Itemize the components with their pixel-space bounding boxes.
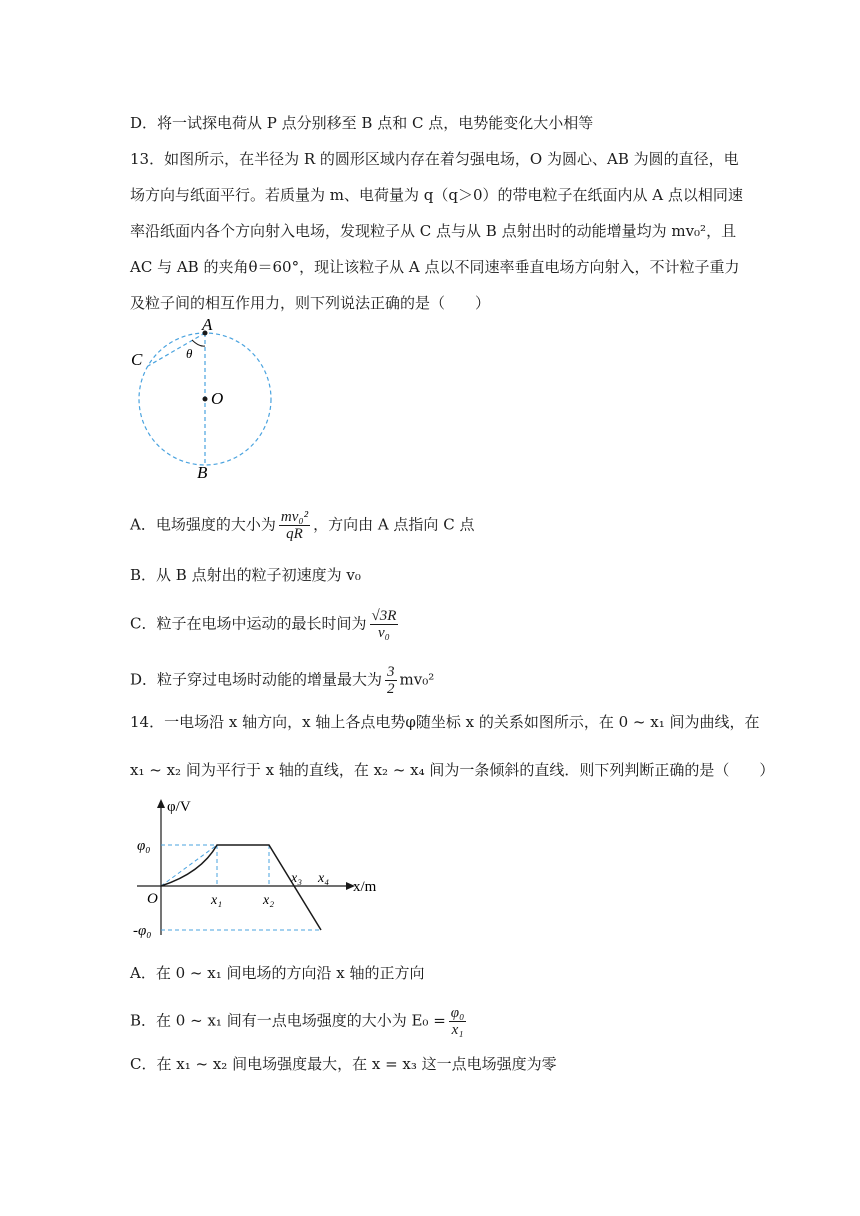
q14-option-c: C．在 x₁ ~ x₂ 间电场强度最大，在 x = x₃ 这一点电场强度为零: [130, 1055, 557, 1073]
chord-ac: [148, 333, 205, 366]
potential-curve: [161, 845, 321, 930]
q13-option-b: B．从 B 点射出的粒子初速度为 v₀: [130, 566, 361, 584]
q13-line-5: 及粒子间的相互作用力，则下列说法正确的是（ ）: [130, 294, 491, 312]
x2-label: x₂: [263, 893, 275, 908]
q14-line-1: 14．一电场沿 x 轴方向，x 轴上各点电势φ随坐标 x 的关系如图所示，在 0 ~ x₁ 间为曲线，在: [130, 713, 760, 731]
option-text: 将一试探电荷从 P 点分别移至 B 点和 C 点，电势能变化大小相等: [157, 114, 594, 132]
phi0-label: φ₀: [137, 838, 151, 854]
fraction: $\frac{\text{mv₀²}}{qR}$: [280, 509, 309, 542]
point-o: [203, 397, 208, 402]
prev-option-d: [130, 112, 593, 133]
label-b: B: [197, 463, 208, 482]
q14-potential-graph: [125, 795, 390, 945]
question-number: 14．: [130, 713, 165, 731]
x4-label: x₄: [318, 871, 330, 886]
q13-line-4: AC 与 AB 的夹角θ＝60°，现让该粒子从 A 点以不同速率垂直电场方向射入，不计粒子重力: [130, 258, 740, 276]
fraction: $\frac{3}{2}$: [387, 664, 395, 697]
y-axis-arrow: [157, 799, 165, 808]
question-number: 13．: [130, 150, 165, 168]
q13-option-d: D．粒子穿过电场时动能的增量最大为 $\frac{3}{2}$ mv₀²: [130, 664, 435, 697]
tangent-guide: [161, 845, 217, 886]
y-axis-label: φ/V: [167, 799, 191, 815]
label-theta: θ: [186, 346, 193, 361]
q13-option-c: C．粒子在电场中运动的最长时间为 $\frac{√3R}{\text{v₀}}$: [130, 608, 397, 641]
q14-line-2: x₁ ~ x₂ 间为平行于 x 轴的直线，在 x₂ ~ x₄ 间为一条倾斜的直线．则下列判断正确的是（ ）: [130, 761, 775, 779]
option-label: D．: [130, 114, 158, 132]
q13-line-3: 率沿纸面内各个方向射入电场，发现粒子从 C 点与从 B 点射出时的动能增量均为 mv₀²，且: [130, 222, 737, 240]
label-o: O: [211, 389, 224, 408]
q13-circle-diagram: [125, 312, 285, 482]
label-c: C: [131, 350, 143, 369]
x1-label: x₁: [211, 893, 223, 908]
x-axis-label: x/m: [353, 879, 377, 895]
q13-line-2: 场方向与纸面平行。若质量为 m、电荷量为 q（q＞0）的带电粒子在纸面内从 A 点以相同速: [130, 186, 743, 204]
neg-phi0-label: -φ₀: [133, 923, 152, 939]
q14-option-b: B．在 0 ~ x₁ 间有一点电场强度的大小为 E₀ = $\frac{\text{φ₀}}{\text{x₁}}$: [130, 1005, 465, 1038]
fraction: $\frac{\text{φ₀}}{\text{x₁}}$: [450, 1005, 465, 1038]
angle-arc: [192, 340, 205, 346]
q13-line-1: 13．如图所示，在半径为 R 的圆形区域内存在着匀强电场，O 为圆心、AB 为圆的直径，电: [130, 150, 739, 168]
label-a: A: [202, 315, 213, 334]
origin-label: O: [147, 891, 158, 907]
fraction: $\frac{√3R}{\text{v₀}}$: [371, 608, 397, 641]
x3-label: x₃: [291, 871, 303, 886]
q13-option-a: A．电场强度的大小为 $\frac{\text{mv₀²}}{qR}$ ，方向由 A 点指向 C 点: [130, 509, 475, 542]
q14-option-a: A．在 0 ~ x₁ 间电场的方向沿 x 轴的正方向: [130, 964, 425, 982]
